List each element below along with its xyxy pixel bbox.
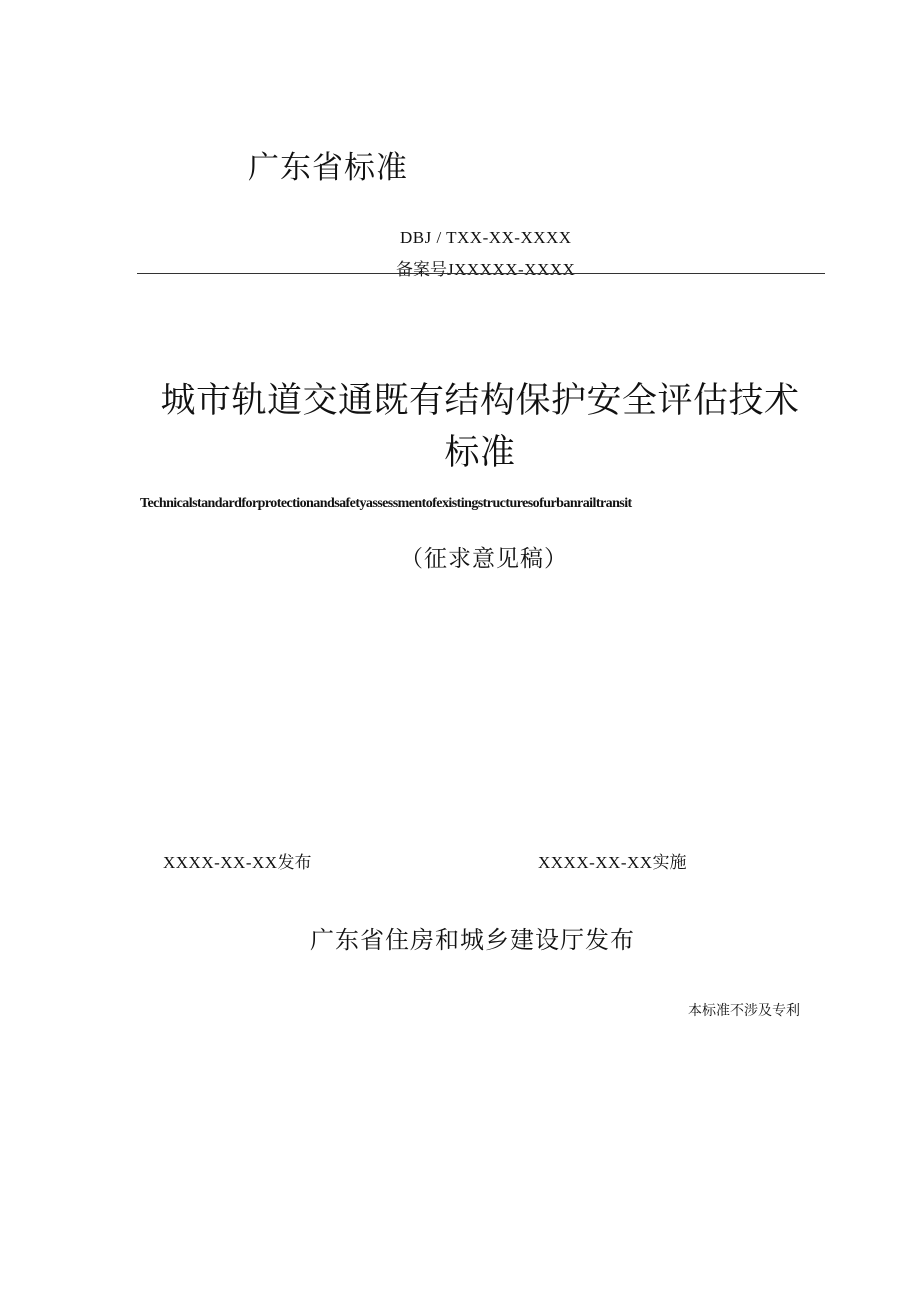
- standard-category: 广东省标准: [248, 150, 408, 186]
- implementation-date-label: 实施: [652, 853, 687, 873]
- implementation-date-value: XXXX-XX-XX: [538, 853, 653, 872]
- issue-date-value: XXXX-XX-XX: [163, 853, 278, 872]
- implementation-date: [538, 848, 687, 873]
- publisher: 广东省住房和城乡建设厅发布: [310, 926, 635, 954]
- patent-note: 本标准不涉及专利: [688, 1003, 800, 1019]
- filing-label: 备案号: [396, 260, 447, 280]
- standard-code: DBJ / TXX-XX-XXXX: [400, 228, 572, 247]
- document-title-en: Technicalstandardforprotectionandsafetyassessmentofexistingstructuresofurbanrailtransit: [140, 496, 632, 511]
- draft-status: （征求意见稿）: [400, 546, 568, 572]
- issue-date-label: 发布: [277, 853, 312, 873]
- filing-number: JXXXXX-XXXX: [447, 260, 576, 279]
- title-line-2: 标准: [444, 433, 516, 473]
- document-title-zh: [100, 375, 860, 479]
- issue-date: [163, 848, 312, 873]
- header-divider: [137, 273, 825, 274]
- title-line-1: 城市轨道交通既有结构保护安全评估技术: [160, 381, 800, 421]
- filing-number-line: [396, 255, 575, 280]
